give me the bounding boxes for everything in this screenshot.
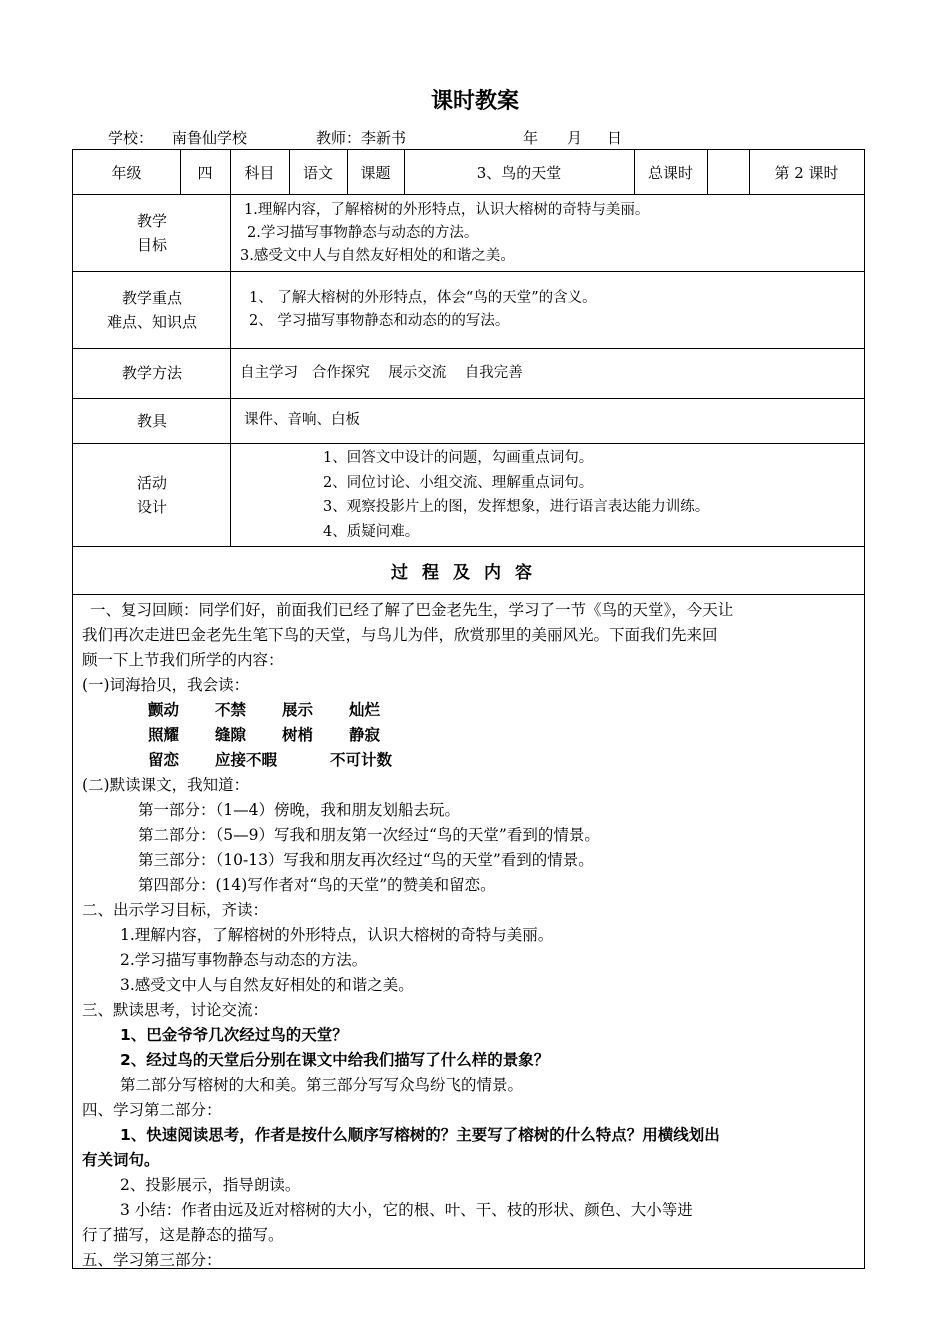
part2-heading: 四、学习第二部分： bbox=[82, 1101, 222, 1119]
process-title: 过程及内容 bbox=[391, 562, 546, 583]
goals-label bbox=[73, 194, 231, 271]
subject-label: 科目 bbox=[244, 163, 275, 182]
part2-step: 2、投影展示，指导朗读。 bbox=[120, 1176, 301, 1194]
goals-content bbox=[240, 199, 649, 268]
vocab-word: 颤动 bbox=[148, 701, 180, 719]
teacher-name: 教师：李新书 bbox=[316, 129, 407, 147]
activities-label-line: 活动 bbox=[136, 473, 167, 492]
part3-heading: 五、学习第三部分： bbox=[82, 1251, 222, 1269]
activity-item: 1、回答文中设计的问题，勾画重点词句。 bbox=[323, 450, 594, 466]
tools-text: 课件、音响、白板 bbox=[244, 412, 360, 428]
activities-label bbox=[73, 443, 231, 546]
vocab-word: 不可计数 bbox=[330, 751, 393, 769]
key-point-item: 1、 了解大榕树的外形特点，体会“鸟的天堂”的含义。 bbox=[249, 290, 597, 306]
lesson-title: 3、鸟的天堂 bbox=[476, 163, 562, 182]
part2-question: 1、快速阅读思考，作者是按什么顺序写榕树的？主要写了榕树的什么特点？用横线划出 bbox=[120, 1126, 720, 1144]
key-points-label-line: 难点、知识点 bbox=[106, 312, 197, 331]
key-points-label-line: 教学重点 bbox=[121, 288, 182, 307]
total-periods-value bbox=[707, 150, 749, 194]
grade-value: 四 bbox=[197, 163, 213, 182]
total-periods-label: 总课时 bbox=[647, 163, 693, 182]
period-number: 第 2 课时 bbox=[774, 163, 839, 182]
answer-line: 第二部分写榕树的大和美。第三部分写写众鸟纷飞的情景。 bbox=[120, 1076, 524, 1094]
vocab-word: 应接不暇 bbox=[215, 751, 278, 769]
activity-item: 2、同位讨论、小组交流、理解重点词句。 bbox=[323, 474, 594, 491]
page-title: 课时教案 bbox=[430, 89, 519, 114]
vocab-word: 留恋 bbox=[148, 751, 180, 769]
goals-label-line: 目标 bbox=[136, 235, 167, 254]
tools-label: 教具 bbox=[136, 411, 167, 430]
review-line: 我们再次走进巴金老先生笔下鸟的天堂，与鸟儿为伴，欣赏那里的美丽风光。下面我们先来回 bbox=[82, 626, 718, 644]
activity-item: 4、质疑问难。 bbox=[323, 523, 420, 540]
school-label: 学校： bbox=[108, 129, 154, 147]
vocab-row bbox=[82, 698, 860, 723]
goals-heading: 二、出示学习目标，齐读： bbox=[82, 901, 269, 919]
day-label: 日 bbox=[607, 129, 623, 147]
key-points-content bbox=[249, 287, 597, 333]
question-line: 2、经过鸟的天堂后分别在课文中给我们描写了什么样的景象？ bbox=[120, 1051, 550, 1069]
vocab-row bbox=[82, 723, 860, 748]
year-label: 年 bbox=[523, 129, 539, 147]
part-line: 第四部分：(14)写作者对“鸟的天堂”的赞美和留恋。 bbox=[138, 876, 496, 894]
review-line: 一、复习回顾：同学们好，前面我们已经了解了巴金老先生，学习了一节《鸟的天堂》，今天让 bbox=[90, 601, 734, 619]
goal-item: 2.学习描写事物静态与动态的方法。 bbox=[247, 225, 479, 241]
vocab-row bbox=[82, 748, 860, 773]
methods-text: 自主学习 合作探究 展示交流 自我完善 bbox=[240, 365, 523, 381]
review-line: 顾一下上节我们所学的内容： bbox=[82, 651, 284, 669]
subject-value: 语文 bbox=[302, 163, 333, 182]
activities-content bbox=[323, 446, 709, 544]
goal-item: 3.感受文中人与自然友好相处的和谐之美。 bbox=[240, 248, 515, 264]
key-point-item: 2、 学习描写事物静态和动态的的写法。 bbox=[249, 313, 510, 329]
question-line: 1、巴金爷爷几次经过鸟的天堂？ bbox=[120, 1026, 348, 1044]
part-line: 第一部分：（1—4）傍晚，我和朋友划船去玩。 bbox=[138, 801, 460, 819]
activities-label-line: 设计 bbox=[136, 497, 167, 516]
part2-summary: 行了描写，这是静态的描写。 bbox=[82, 1226, 284, 1244]
goals-label-line: 教学 bbox=[136, 211, 167, 230]
goal-item: 1.理解内容，了解榕树的外形特点，认识大榕树的奇特与美丽。 bbox=[244, 202, 650, 218]
vocab-word: 静寂 bbox=[349, 726, 381, 744]
vocab-word: 展示 bbox=[282, 701, 314, 719]
silent-reading-heading: (二)默读课文，我知道： bbox=[82, 776, 250, 794]
part-line: 第二部分：（5—9）写我和朋友第一次经过“鸟的天堂”看到的情景。 bbox=[138, 826, 600, 844]
row-divider bbox=[73, 594, 864, 595]
vocab-word: 缝隙 bbox=[215, 726, 247, 744]
goal-line: 3.感受文中人与自然友好相处的和谐之美。 bbox=[120, 976, 414, 994]
school-name: 南鲁仙学校 bbox=[172, 129, 248, 147]
grade-label: 年级 bbox=[111, 163, 142, 182]
activity-item: 3、观察投影片上的图，发挥想象，进行语言表达能力训练。 bbox=[323, 499, 710, 515]
part2-question: 有关词句。 bbox=[82, 1151, 160, 1169]
vocab-word: 照耀 bbox=[148, 726, 180, 744]
goal-line: 2.学习描写事物静态与动态的方法。 bbox=[120, 951, 368, 969]
vocab-word: 不禁 bbox=[215, 701, 247, 719]
methods-label: 教学方法 bbox=[121, 364, 182, 382]
vocab-word: 灿烂 bbox=[349, 701, 381, 719]
part2-summary: 3 小结：作者由远及近对榕树的大小，它的根、叶、干、枝的形状、颜色、大小等进 bbox=[120, 1201, 693, 1219]
process-body bbox=[82, 598, 860, 1273]
vocab-word: 树梢 bbox=[282, 726, 314, 744]
part-line: 第三部分：（10-13）写我和朋友再次经过“鸟的天堂”看到的情景。 bbox=[138, 851, 594, 869]
vocab-heading: (一)词海拾贝，我会读： bbox=[82, 676, 250, 694]
lesson-label: 课题 bbox=[360, 163, 391, 182]
month-label: 月 bbox=[567, 129, 583, 147]
goal-line: 1.理解内容，了解榕树的外形特点，认识大榕树的奇特与美丽。 bbox=[120, 926, 554, 944]
discuss-heading: 三、默读思考，讨论交流： bbox=[82, 1001, 269, 1019]
key-points-label bbox=[73, 271, 231, 348]
